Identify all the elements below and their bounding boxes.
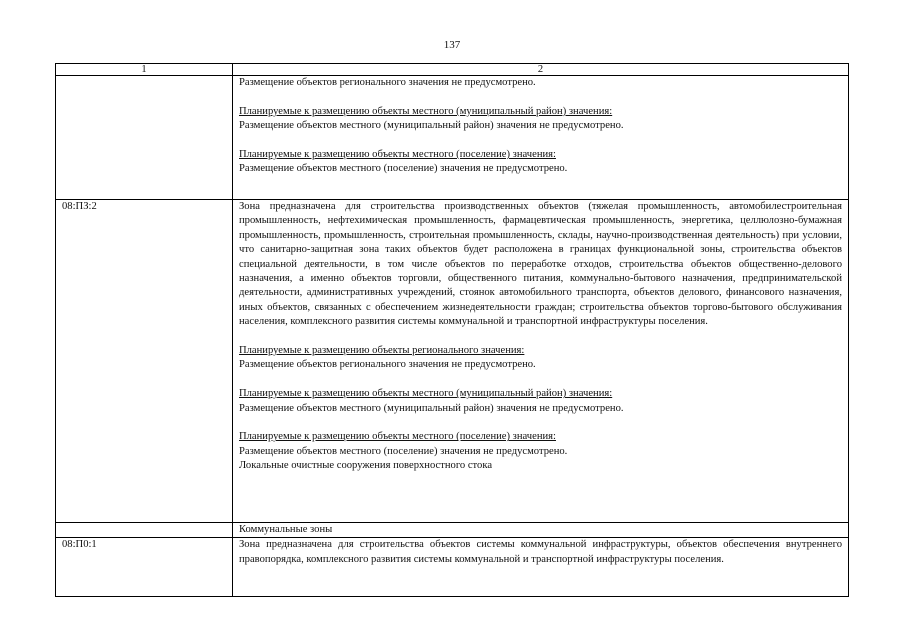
table-header-row: [56, 64, 849, 76]
page-number: 137: [443, 39, 461, 51]
municipal-district-heading: Планируемые к размещению объекты местного (муниципальный район) значения:: [239, 388, 613, 400]
zone-purpose-text: Зона предназначена для строительства производственных объектов (тяжелая промышленность, автомобилестроительная промышленность, нефтехимическая промышленность, фармацевтическая промышленность, энергетика, целлюлозно-бумажная промышленность, промышленность, строительная промышленность, склады, научно-производственная деятельность) при условии, что санитарно-защитная зона таких объектов будет расположена в границах функциональной зоны, строительства объектов специальной деятельности, в том числе объектов по переработке отходов, строительства объектов общественно-делового назначения, а именно объектов торговли, общественного питания, коммунально-бытового назначения, предпринимательской деятельности, административных учреждений, стоянок автомобильного транспорта, объектов делового, финансового назначения, иных объектов, связанных с обеспечением жизнедеятельности граждан; строительства объектов торгово-бытового обслуживания населения, комплексного развития системы коммунальной и транспортной инфраструктуры поселения.: [239, 201, 842, 328]
settlement-text: Размещение объектов местного (поселение) значения не предусмотрено.: [239, 163, 568, 175]
zone-code-cell: [56, 76, 233, 200]
zone-code-cell: 08:П0:1: [56, 538, 233, 597]
settlement-heading: Планируемые к размещению объекты местного (поселение) значения:: [239, 431, 556, 443]
zone-description-cell: [233, 76, 849, 200]
zone-code-cell: 08:ПЗ:2: [56, 200, 233, 523]
municipal-district-text: Размещение объектов местного (муниципальный район) значения не предусмотрено.: [239, 120, 624, 132]
regional-text: Размещение объектов регионального значения не предусмотрено.: [239, 359, 536, 371]
zone-description-cell: [233, 200, 849, 523]
table-row: [56, 523, 849, 538]
settlement-heading: Планируемые к размещению объекты местного (поселение) значения:: [239, 149, 556, 160]
regional-heading: Планируемые к размещению объекты регионального значения:: [239, 345, 525, 357]
empty-cell: [56, 523, 233, 538]
zone-description-cell: [233, 538, 849, 597]
settlement-text: Размещение объектов местного (поселение) значения не предусмотрено.: [239, 445, 568, 457]
zone-purpose-text: Зона предназначена для строительства объектов системы коммунальной инфраструктуры, объектов обеспечения внутреннего правопорядка, комплексного развития системы коммунальной и транспортной инфраструктуры поселения.: [239, 539, 842, 565]
section-title-cell: Коммунальные зоны: [233, 523, 849, 538]
header-col-2: 2: [233, 64, 849, 76]
municipal-district-heading: Планируемые к размещению объекты местного (муниципальный район) значения:: [239, 105, 613, 117]
municipal-district-text: Размещение объектов местного (муниципальный район) значения не предусмотрено.: [239, 402, 624, 414]
table-row: [56, 538, 849, 597]
zones-table: [55, 63, 849, 597]
table-row: [56, 200, 849, 523]
local-treatment-facilities-text: Локальные очистные сооружения поверхностного стока: [239, 460, 493, 472]
header-col-1: 1: [56, 64, 233, 76]
regional-objects-text: Размещение объектов регионального значения не предусмотрено.: [239, 77, 536, 88]
table-row: [56, 76, 849, 200]
